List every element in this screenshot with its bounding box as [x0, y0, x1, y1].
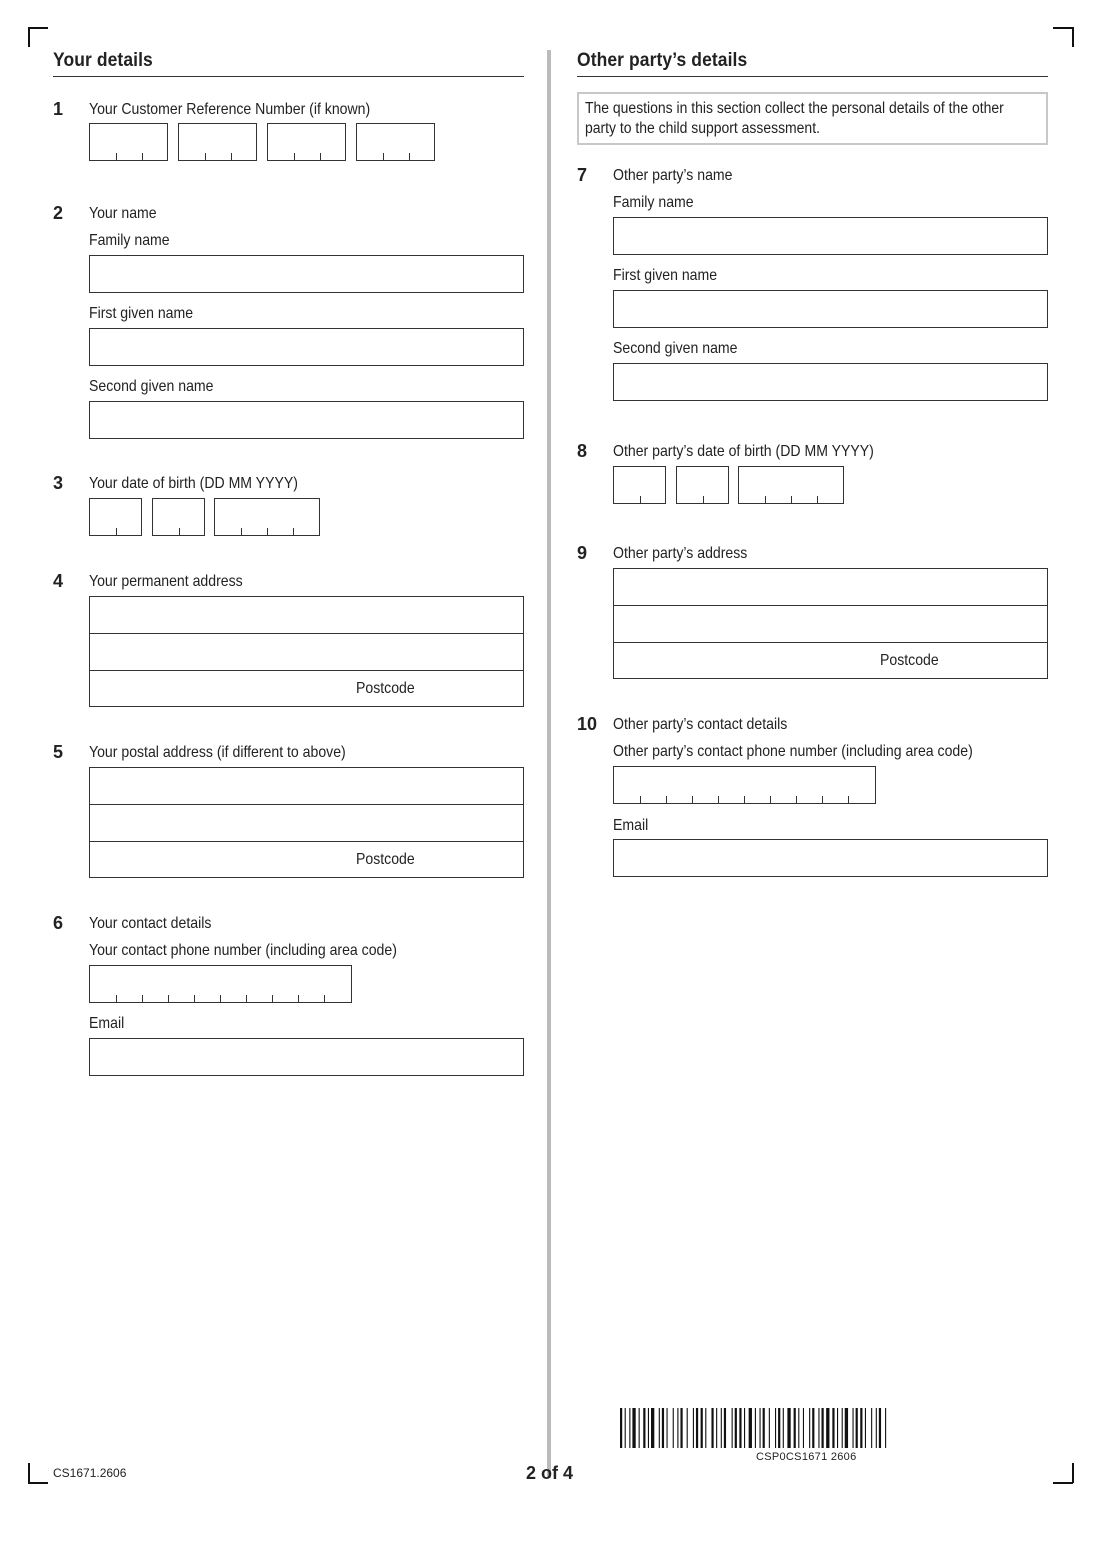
page-number: 2 of 4: [526, 1463, 574, 1483]
address-line-divider: [90, 670, 523, 671]
question-number-9: 9: [577, 543, 588, 563]
crn-field-4[interactable]: [356, 123, 435, 161]
other-phone-field[interactable]: [613, 766, 876, 804]
question-number-5: 5: [53, 742, 64, 762]
postal-address-label: Your postal address (if different to above): [89, 744, 346, 761]
question-number-10: 10: [577, 714, 598, 734]
barcode-bar: [687, 1408, 688, 1448]
barcode-bar: [721, 1408, 722, 1448]
barcode-bar: [812, 1408, 814, 1448]
other-phone-label: Other party’s contact phone number (including area code): [613, 743, 973, 760]
barcode-bar: [832, 1408, 834, 1448]
barcode-bar: [822, 1408, 824, 1448]
barcode-bar: [625, 1408, 626, 1448]
crn-field-1[interactable]: [89, 123, 168, 161]
other-family-name-label: Family name: [613, 194, 694, 211]
question-number-1: 1: [53, 99, 64, 119]
column-divider: [547, 50, 551, 1478]
other-address-label: Other party’s address: [613, 545, 748, 562]
barcode-bar: [724, 1408, 726, 1448]
barcode-bar: [778, 1408, 780, 1448]
other-dob-day-field[interactable]: [613, 466, 666, 504]
barcode-bar: [871, 1408, 872, 1448]
barcode-bar: [809, 1408, 810, 1448]
barcode-bar: [696, 1408, 698, 1448]
barcode-bar: [632, 1408, 635, 1448]
barcode-image: [620, 1408, 1005, 1448]
crn-label: Your Customer Reference Number (if known): [89, 101, 371, 118]
barcode-bar: [803, 1408, 804, 1448]
barcode-bar: [837, 1408, 838, 1448]
barcode-bar: [620, 1408, 622, 1448]
barcode-bar: [735, 1408, 737, 1448]
barcode-bar: [643, 1408, 645, 1448]
your-details-rule: [53, 76, 524, 77]
postal-address-field[interactable]: [89, 767, 524, 878]
question-number-7: 7: [577, 165, 588, 185]
question-number-4: 4: [53, 571, 64, 591]
form-code: CS1671.2606: [53, 1466, 127, 1480]
barcode-bar: [755, 1408, 756, 1448]
barcode-bar: [775, 1408, 776, 1448]
your-name-label: Your name: [89, 205, 157, 222]
barcode-bar: [693, 1408, 694, 1448]
other-party-rule: [577, 76, 1048, 77]
barcode-bar: [744, 1408, 745, 1448]
dob-month-field[interactable]: [152, 498, 205, 536]
family-name-field[interactable]: [89, 255, 524, 293]
email-label: Email: [89, 1015, 125, 1032]
crn-field-2[interactable]: [178, 123, 257, 161]
second-given-name-label: Second given name: [89, 378, 214, 395]
crn-field-3[interactable]: [267, 123, 346, 161]
address-line-divider: [90, 804, 523, 805]
barcode-bar: [680, 1408, 682, 1448]
barcode-caption: CSP0CS1671 2606: [756, 1451, 857, 1463]
permanent-address-field[interactable]: [89, 596, 524, 707]
barcode-bar: [716, 1408, 717, 1448]
postcode-label: Postcode: [356, 680, 415, 697]
barcode-bar: [705, 1408, 706, 1448]
barcode-bar: [798, 1408, 799, 1448]
barcode-bar: [876, 1408, 877, 1448]
info-text: The questions in this section collect the personal details of the other party to the child support assessment.: [585, 100, 1004, 137]
question-number-6: 6: [53, 913, 64, 933]
other-address-field[interactable]: [613, 568, 1048, 679]
barcode-bar: [769, 1408, 770, 1448]
first-given-name-label: First given name: [89, 305, 194, 322]
phone-label: Your contact phone number (including area code): [89, 942, 397, 959]
other-second-given-name-label: Second given name: [613, 340, 738, 357]
barcode-bar: [629, 1408, 630, 1448]
barcode-bar: [856, 1408, 858, 1448]
permanent-address-label: Your permanent address: [89, 573, 243, 590]
your-details-heading: Your details: [53, 50, 153, 71]
barcode-bar: [885, 1408, 886, 1448]
postcode-label: Postcode: [356, 851, 415, 868]
email-field[interactable]: [89, 1038, 524, 1076]
other-family-name-field[interactable]: [613, 217, 1048, 255]
question-number-2: 2: [53, 203, 64, 223]
other-dob-label: Other party’s date of birth (DD MM YYYY): [613, 443, 874, 460]
dob-label: Your date of birth (DD MM YYYY): [89, 475, 298, 492]
dob-day-field[interactable]: [89, 498, 142, 536]
other-email-field[interactable]: [613, 839, 1048, 877]
barcode-bar: [659, 1408, 660, 1448]
other-dob-month-field[interactable]: [676, 466, 729, 504]
barcode-bar: [865, 1408, 866, 1448]
phone-field[interactable]: [89, 965, 352, 1003]
barcode-bar: [787, 1408, 790, 1448]
postcode-label: Postcode: [880, 652, 939, 669]
question-number-3: 3: [53, 473, 64, 493]
barcode-bar: [783, 1408, 784, 1448]
barcode-bar: [732, 1408, 733, 1448]
barcode-bar: [651, 1408, 654, 1448]
barcode-bar: [667, 1408, 668, 1448]
info-box: [577, 92, 1048, 145]
other-email-label: Email: [613, 817, 649, 834]
other-first-given-name-label: First given name: [613, 267, 718, 284]
other-name-label: Other party’s name: [613, 167, 733, 184]
barcode-bar: [749, 1408, 752, 1448]
second-given-name-field[interactable]: [89, 401, 524, 439]
barcode-bar: [711, 1408, 713, 1448]
other-contact-details-label: Other party’s contact details: [613, 716, 788, 733]
barcode-bar: [842, 1408, 843, 1448]
barcode-bar: [826, 1408, 829, 1448]
other-dob-year-field[interactable]: [738, 466, 844, 504]
address-line-divider: [90, 633, 523, 634]
family-name-label: Family name: [89, 232, 170, 249]
barcode-bar: [648, 1408, 649, 1448]
barcode-bar: [662, 1408, 664, 1448]
barcode-bar: [818, 1408, 819, 1448]
barcode-bar: [677, 1408, 678, 1448]
address-line-divider: [614, 642, 1047, 643]
barcode-bar: [879, 1408, 881, 1448]
question-number-8: 8: [577, 441, 588, 461]
barcode-bar: [845, 1408, 848, 1448]
barcode-bar: [760, 1408, 761, 1448]
address-line-divider: [90, 841, 523, 842]
first-given-name-field[interactable]: [89, 328, 524, 366]
dob-year-field[interactable]: [214, 498, 320, 536]
contact-details-label: Your contact details: [89, 915, 212, 932]
barcode-bar: [639, 1408, 640, 1448]
barcode-bar: [701, 1408, 703, 1448]
other-second-given-name-field[interactable]: [613, 363, 1048, 401]
other-first-given-name-field[interactable]: [613, 290, 1048, 328]
barcode-bar: [794, 1408, 796, 1448]
barcode-bar: [763, 1408, 765, 1448]
address-line-divider: [614, 605, 1047, 606]
barcode-bar: [739, 1408, 741, 1448]
barcode-bar: [860, 1408, 862, 1448]
barcode-bar: [853, 1408, 854, 1448]
other-party-heading: Other party’s details: [577, 50, 748, 71]
barcode-bar: [673, 1408, 674, 1448]
